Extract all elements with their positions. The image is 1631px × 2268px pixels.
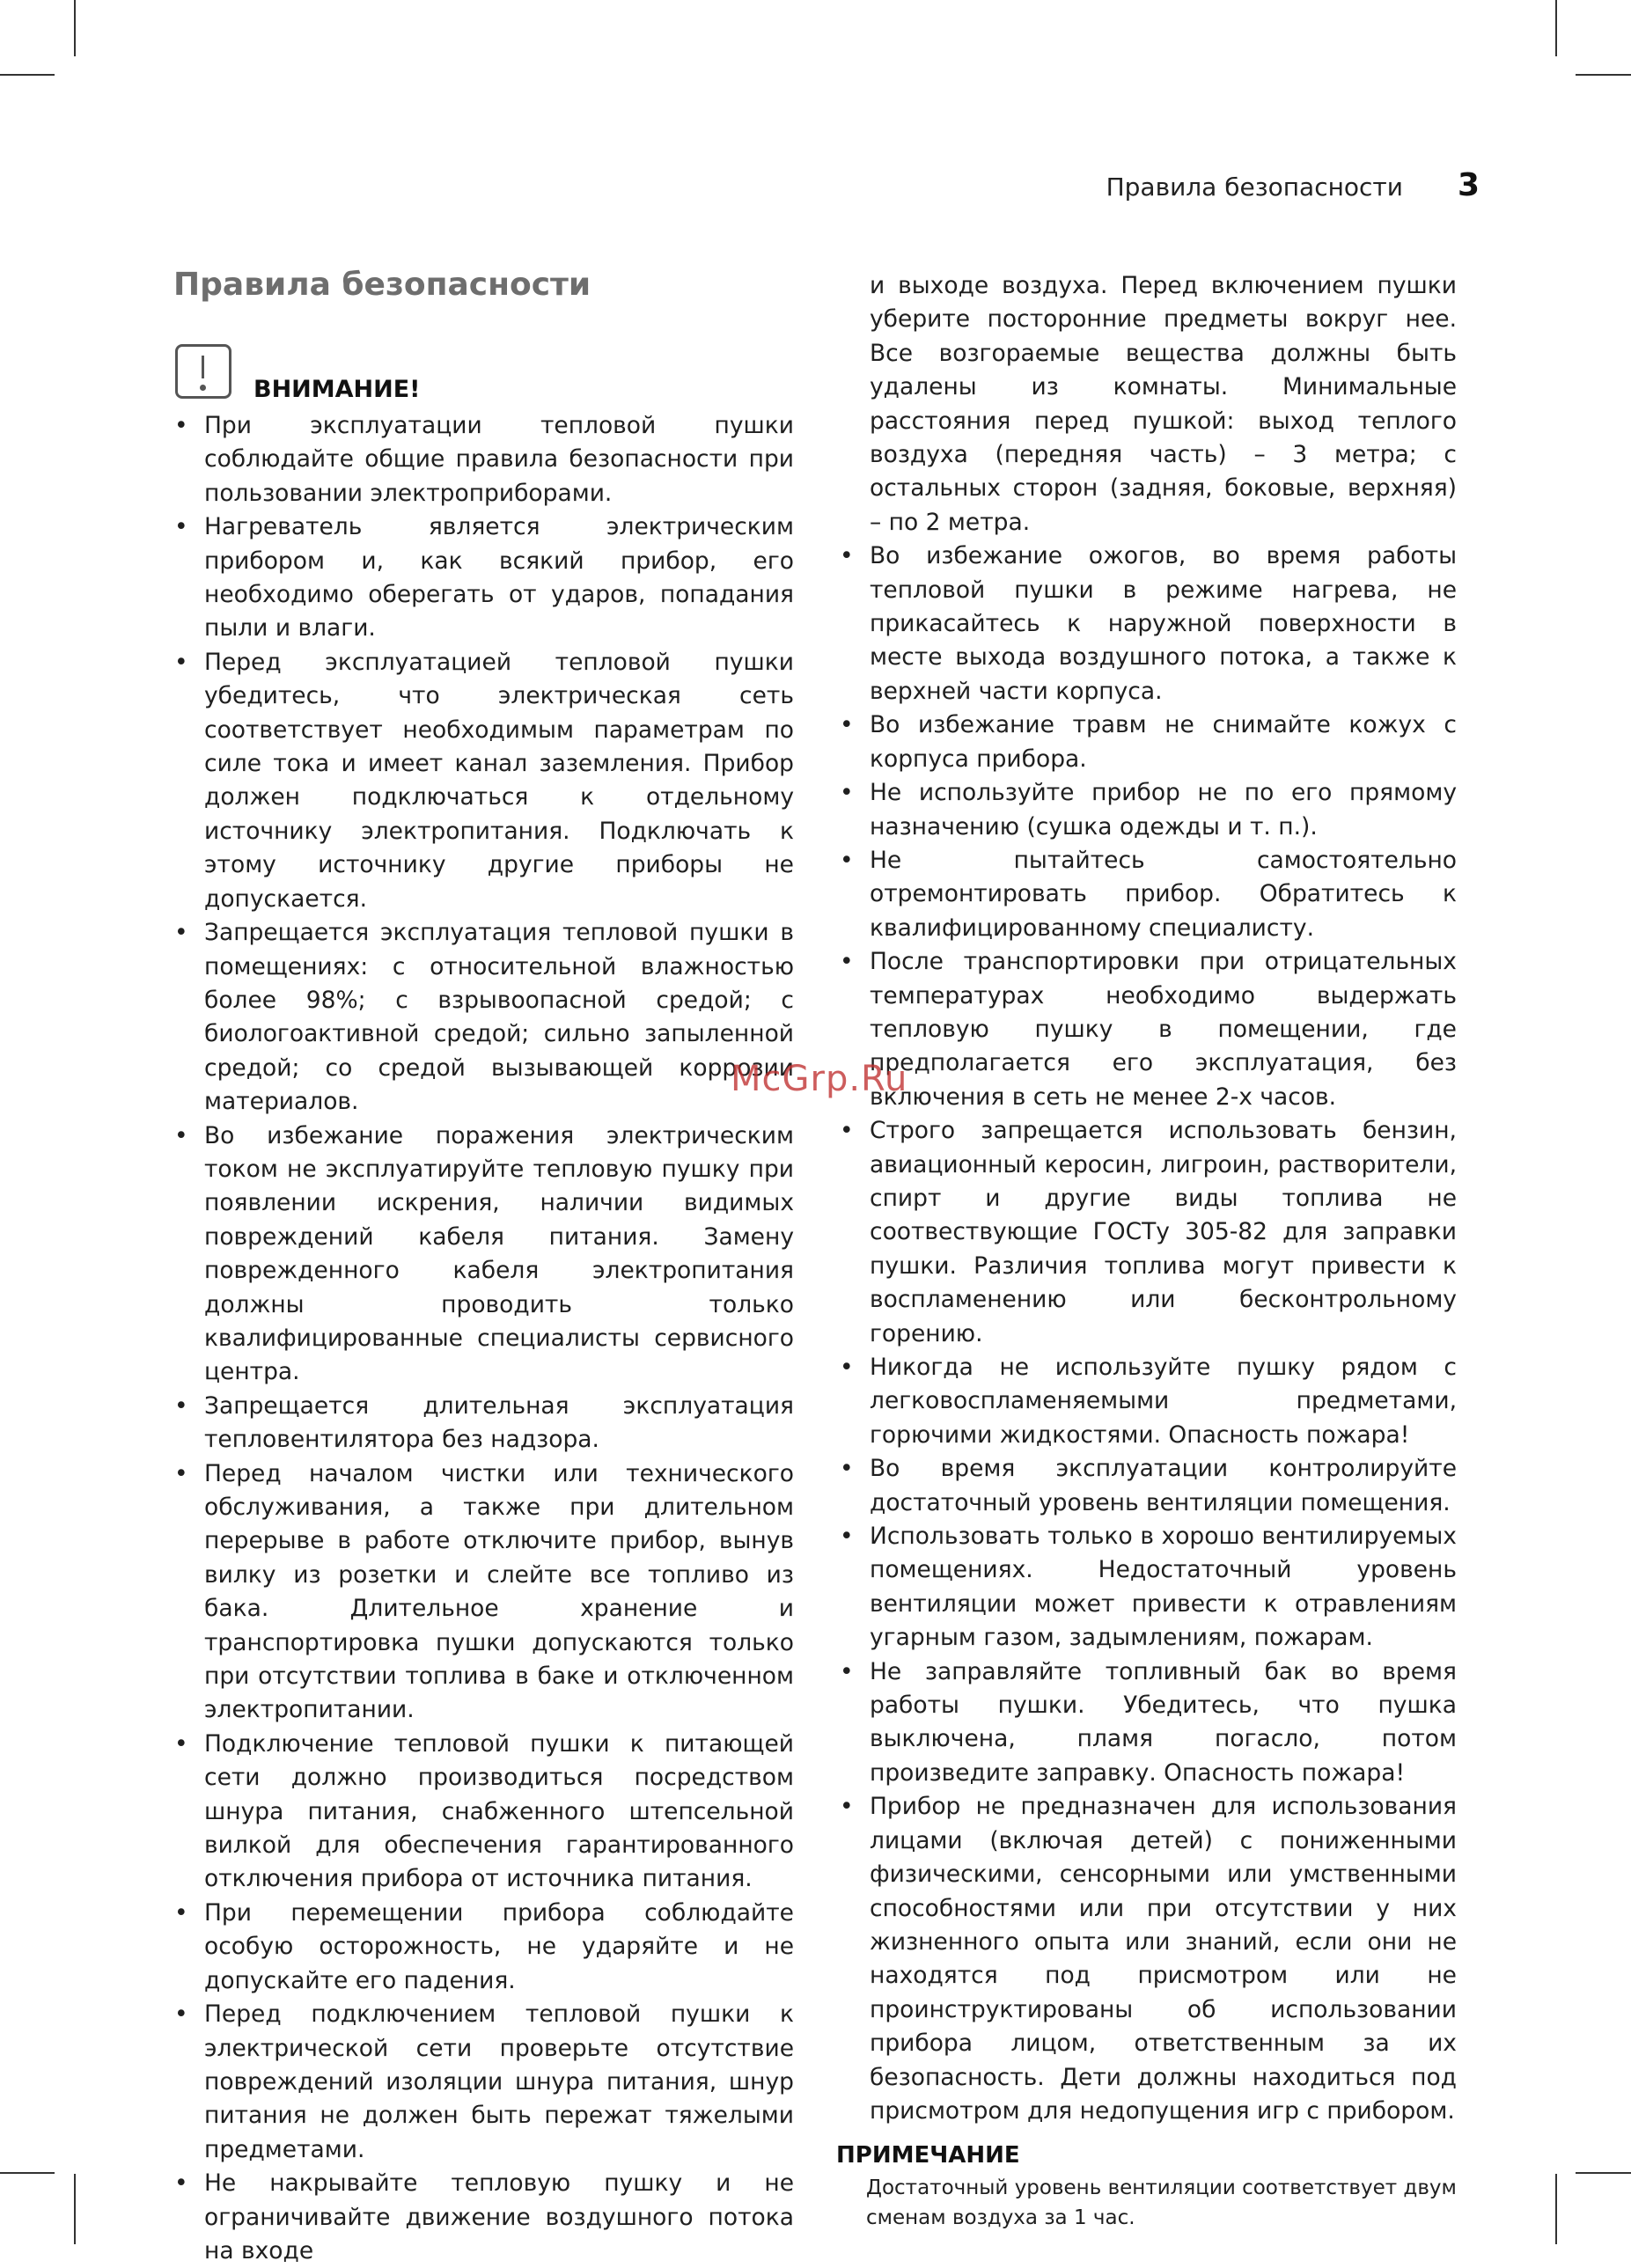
exclamation-icon <box>175 344 231 399</box>
note-text: Достаточный уровень вентиляции соответствует двум сменам воздуха за 1 час. <box>866 2176 1457 2229</box>
list-item: • При перемещении прибора соблюдайте особую осторожность, не ударяйте и не допускайте его падения. <box>171 1897 794 1998</box>
list-item: • Не накрывайте тепловую пушку и не ограничивайте движение воздушного потока на входе <box>171 2167 794 2268</box>
list-item: • Не пытайтесь самостоятельно отремонтировать прибор. Обратитесь к квалифицированному специалисту. <box>836 844 1457 945</box>
crop-mark <box>1555 2174 1557 2244</box>
crop-mark <box>1555 0 1557 56</box>
left-column <box>171 409 794 2268</box>
list-item: • Использовать только в хорошо вентилируемых помещениях. Недостаточный уровень вентиляции может привести к отравлениям угарным газом, задымлениям, пожарам. <box>836 1520 1457 1655</box>
page-number: 3 <box>1457 167 1480 203</box>
crop-mark <box>74 0 76 56</box>
list-item: • Во избежание поражения электрическим током не эксплуатируйте тепловую пушку при появлении искрения, наличии видимых повреждений кабеля питания. Замену поврежденного кабеля электропитания должны проводить только квалифицированные специалисты сервисного центра. <box>171 1119 794 1390</box>
list-item: • Перед эксплуатацией тепловой пушки убедитесь, что электрическая сеть соответствует необходимым параметрам по силе тока и имеет канал заземления. Прибор должен подключаться к отдельному источнику электропитания. Подключать к этому источнику другие приборы не допускается. <box>171 646 794 916</box>
list-item: • Во время эксплуатации контролируйте достаточный уровень вентиляции помещения. <box>836 1452 1457 1520</box>
exclamation-bar <box>202 356 204 378</box>
list-item: • При эксплуатации тепловой пушки соблюдайте общие правила безопасности при пользовании электроприборами. <box>171 409 794 510</box>
left-bullet-list <box>171 409 794 2268</box>
running-header <box>1106 167 1480 203</box>
watermark: McGrp.Ru <box>731 1059 908 1099</box>
list-item: • Запрещается длительная эксплуатация тепловентилятора без надзора. <box>171 1390 794 1457</box>
crop-mark <box>0 2172 55 2174</box>
list-item: • После транспортировки при отрицательных температурах необходимо выдержать тепловую пушку в помещении, где предполагается его эксплуатация, без включения в сеть не менее 2-х часов. <box>836 945 1457 1114</box>
header-section-title: Правила безопасности <box>1106 172 1403 202</box>
note-title: ПРИМЕЧАНИЕ <box>836 2142 1020 2169</box>
crop-mark <box>0 74 55 76</box>
list-item: • Строго запрещается использовать бензин, авиационный керосин, лигроин, растворители, спирт и другие виды топлива не соотвествующие ГОСТу 305-82 для заправки пушки. Различия топлива могут привести к воспламенению или бесконтрольному горению. <box>836 1114 1457 1351</box>
list-item: • Во избежание ожогов, во время работы тепловой пушки в режиме нагрева, не прикасайтесь к наружной поверхности в месте выхода воздушного потока, а также к верхней части корпуса. <box>836 539 1457 708</box>
right-column <box>836 269 1457 2233</box>
list-item: • Перед подключением тепловой пушки к электрической сети проверьте отсутствие повреждений изоляции шнура питания, шнур питания не должен быть пережат тяжелыми предметами. <box>171 1998 794 2167</box>
list-item: • Подключение тепловой пушки к питающей сети должно производиться посредством шнура питания, снабженного штепсельной вилкой для обеспечения гарантированного отключения прибора от источника питания. <box>171 1728 794 1897</box>
list-item: • Никогда не используйте пушку рядом с легковоспламеняемыми предметами, горючими жидкостями. Опасность пожара! <box>836 1351 1457 1452</box>
warning-label: ВНИМАНИЕ! <box>253 376 421 403</box>
page-title: Правила безопасности <box>173 267 591 303</box>
list-item: • Не используйте прибор не по его прямому назначению (сушка одежды и т. п.). <box>836 776 1457 844</box>
list-item: • Нагреватель является электрическим прибором и, как всякий прибор, его необходимо оберегать от ударов, попадания пыли и влаги. <box>171 510 794 646</box>
list-item: • Не заправляйте топливный бак во время работы пушки. Убедитесь, что пушка выключена, пламя погасло, потом произведите заправку. Опасность пожара! <box>836 1655 1457 1791</box>
right-bullet-list <box>836 539 1457 2128</box>
list-item: • Перед началом чистки или технического обслуживания, а также при длительном перерыве в работе отключите прибор, вынув вилку из розетки и слейте все топливо из бака. Длительное хранение и транспортировка пушки допускаются только при отсутствии топлива в баке и отключенном электропитании. <box>171 1457 794 1728</box>
list-item: • Запрещается эксплуатация тепловой пушки в помещениях: с относительной влажностью более 98%; с взрывоопасной средой; с биологоактивной средой; сильно запыленной средой; со средой вызывающей коррозии материалов. <box>171 916 794 1119</box>
list-item: • Во избежание травм не снимайте кожух с корпуса прибора. <box>836 708 1457 776</box>
list-item: • Прибор не предназначен для использования лицами (включая детей) с пониженными физическими, сенсорными или умственными способностями или при отсутствии у них жизненного опыта или знаний, если они не находятся под присмотром или не проинструктированы об использовании прибора лицом, ответственным за их безопасность. Дети должны находиться под присмотром для недопущения игр с прибором. <box>836 1790 1457 2128</box>
crop-mark <box>74 2174 76 2244</box>
exclamation-dot <box>200 385 206 391</box>
crop-mark <box>1576 74 1631 76</box>
continued-paragraph: и выходе воздуха. Перед включением пушки уберите посторонние предметы вокруг нее. Все возгораемые вещества должны быть удалены из комнаты. Минимальные расстояния перед пушкой: выход теплого воздуха (передняя часть) – 3 метра; с остальных сторон (задняя, боковые, верхняя) – по 2 метра. <box>870 272 1457 536</box>
crop-mark <box>1576 2172 1631 2174</box>
